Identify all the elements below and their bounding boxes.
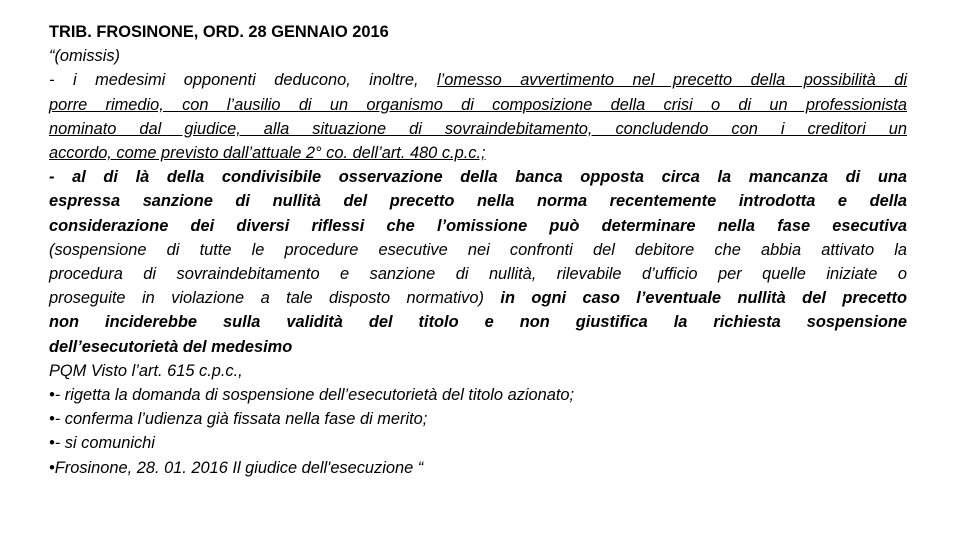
list-item: •- rigetta la domanda di sospensione dell’esecutorietà del titolo azionato; — [49, 386, 575, 405]
paragraph-line: accordo, come previsto dall’attuale 2° co. dell’art. 480 c.p.c.; — [49, 144, 486, 163]
omissis-line: “(omissis) — [49, 47, 121, 66]
paragraph-line: procedura di sovraindebitamento e sanzione di nullità, rilevabile d’ufficio per quelle iniziate o — [49, 265, 907, 284]
paragraph-line: (sospensione di tutte le procedure esecutive nei confronti del debitore che abbia attivato la — [49, 240, 907, 259]
paragraph-opponents — [49, 68, 907, 165]
closing-line: •Frosinone, 28. 01. 2016 Il giudice dell'esecuzione “ — [49, 458, 424, 477]
underlined-segment: l’omesso avvertimento nel precetto della possibilità di — [437, 71, 907, 90]
paragraph-line: considerazione dei diversi riflessi che l’omissione può determinare nella fase esecutiva — [49, 216, 907, 235]
pqm-line: PQM Visto l’art. 615 c.p.c., — [49, 361, 243, 380]
paragraph-line: porre rimedio, con l’ausilio di un organismo di composizione della crisi o di un professionista — [49, 95, 907, 114]
bold-segment: in ogni caso l’eventuale nullità del precetto — [500, 289, 907, 308]
paragraph-line — [49, 68, 907, 92]
text-segment: proseguite in violazione a tale disposto normativo) — [49, 289, 501, 308]
text-segment: - i medesimi opponenti deducono, inoltre, — [49, 71, 438, 90]
ruling-list — [49, 383, 907, 456]
paragraph-line: non inciderebbe sulla validità del titolo e non giustifica la richiesta sospensione — [49, 313, 907, 332]
paragraph-line: - al di là della condivisibile osservazione della banca opposta circa la mancanza di una — [49, 168, 907, 187]
paragraph-line: nominato dal giudice, alla situazione di sovraindebitamento, concludendo con i creditori un — [49, 119, 907, 138]
list-item: •- si comunichi — [49, 434, 155, 453]
paragraph-line: dell’esecutorietà del medesimo — [49, 337, 293, 356]
paragraph-line — [49, 286, 907, 310]
document-body — [49, 20, 907, 480]
paragraph-reasoning — [49, 165, 907, 359]
list-item: •- conferma l’udienza già fissata nella fase di merito; — [49, 410, 428, 429]
document-title: TRIB. FROSINONE, ORD. 28 GENNAIO 2016 — [49, 23, 389, 41]
paragraph-line: espressa sanzione di nullità del precetto nella norma recentemente introdotta e della — [49, 192, 907, 211]
